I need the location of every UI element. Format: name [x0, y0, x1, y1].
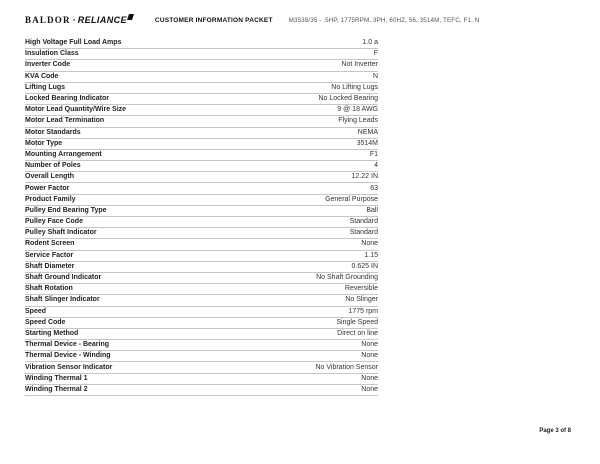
- spec-value: Single Speed: [336, 318, 378, 326]
- spec-value: 4: [374, 162, 378, 170]
- spec-value: None: [361, 374, 378, 382]
- spec-label: Motor Standards: [25, 128, 81, 136]
- spec-table: [25, 38, 378, 396]
- spec-label: Shaft Rotation: [25, 285, 73, 293]
- spec-value: 0.625 IN: [351, 262, 378, 270]
- spec-value: 1775 rpm: [348, 307, 378, 315]
- spec-row: [25, 318, 378, 329]
- spec-row: [25, 116, 378, 127]
- spec-label: Pulley Shaft Indicator: [25, 229, 97, 237]
- spec-row: [25, 105, 378, 116]
- spec-value: No Locked Bearing: [318, 95, 378, 103]
- spec-label: Pulley End Bearing Type: [25, 206, 107, 214]
- spec-row: [25, 38, 378, 49]
- logo-separator-dot: ·: [72, 15, 76, 25]
- spec-row: [25, 284, 378, 295]
- spec-label: Inverter Code: [25, 61, 71, 69]
- spec-value: N: [372, 72, 378, 80]
- spec-row: [25, 262, 378, 273]
- spec-value: None: [361, 385, 378, 393]
- spec-value: Reversible: [344, 285, 378, 293]
- spec-value: No Shaft Grounding: [316, 274, 378, 282]
- page-indicator: Page 3 of 8: [539, 428, 571, 434]
- spec-row: [25, 362, 378, 373]
- spec-row: [25, 228, 378, 239]
- baldor-reliance-logo: [25, 15, 133, 25]
- spec-value: 9 @ 18 AWG: [337, 106, 378, 114]
- spec-row: [25, 183, 378, 194]
- page-header: [25, 13, 575, 27]
- spec-value: F1: [369, 150, 378, 158]
- spec-value: Direct on line: [337, 329, 378, 337]
- spec-value: F: [373, 50, 378, 58]
- spec-row: [25, 329, 378, 340]
- spec-label: Shaft Ground Indicator: [25, 274, 102, 282]
- spec-label: Motor Lead Quantity/Wire Size: [25, 106, 127, 114]
- spec-value: Ball: [366, 206, 378, 214]
- spec-row: [25, 239, 378, 250]
- spec-row: [25, 340, 378, 351]
- spec-label: Power Factor: [25, 184, 70, 192]
- spec-row: [25, 374, 378, 385]
- spec-value: 1.0 a: [362, 39, 378, 47]
- spec-value: Flying Leads: [338, 117, 378, 125]
- spec-label: Motor Type: [25, 139, 63, 147]
- spec-row: [25, 351, 378, 362]
- spec-label: Number of Poles: [25, 162, 81, 170]
- spec-label: Thermal Device - Winding: [25, 352, 111, 360]
- spec-row: [25, 172, 378, 183]
- spec-row: [25, 295, 378, 306]
- spec-value: None: [361, 352, 378, 360]
- spec-label: Product Family: [25, 195, 76, 203]
- spec-row: [25, 150, 378, 161]
- spec-label: Winding Thermal 2: [25, 385, 88, 393]
- spec-value: Standard: [349, 218, 378, 226]
- spec-label: Insulation Class: [25, 50, 79, 58]
- spec-row: [25, 307, 378, 318]
- spec-value: Standard: [349, 229, 378, 237]
- spec-row: [25, 94, 378, 105]
- spec-row: [25, 206, 378, 217]
- spec-row: [25, 72, 378, 83]
- spec-label: Service Factor: [25, 251, 74, 259]
- spec-label: Shaft Diameter: [25, 262, 75, 270]
- spec-row: [25, 251, 378, 262]
- logo-reliance-text: RELIANCE: [77, 15, 127, 25]
- spec-row: [25, 161, 378, 172]
- spec-label: Vibration Sensor Indicator: [25, 363, 113, 371]
- spec-value: 12.22 IN: [351, 173, 378, 181]
- document-subtitle: M3538/35 - .5HP, 1775RPM, 3PH, 60HZ, 56, 3514M, TEFC, F1, N: [288, 16, 480, 24]
- spec-label: Rodent Screen: [25, 240, 75, 248]
- spec-label: Speed Code: [25, 318, 66, 326]
- spec-value: No Slinger: [345, 296, 378, 304]
- spec-label: Speed: [25, 307, 47, 315]
- spec-row: [25, 195, 378, 206]
- spec-label: Pulley Face Code: [25, 218, 83, 226]
- logo-baldor-text: BALDOR: [25, 15, 71, 25]
- spec-label: Mounting Arrangement: [25, 150, 102, 158]
- spec-label: Locked Bearing Indicator: [25, 95, 110, 103]
- spec-row: [25, 83, 378, 94]
- spec-value: 1.15: [364, 251, 378, 259]
- spec-row: [25, 128, 378, 139]
- spec-value: Not Inverter: [341, 61, 378, 69]
- spec-value: None: [361, 240, 378, 248]
- spec-label: Thermal Device - Bearing: [25, 341, 110, 349]
- spec-value: No Vibration Sensor: [315, 363, 378, 371]
- spec-value: 3514M: [356, 139, 378, 147]
- spec-row: [25, 49, 378, 60]
- spec-value: No Lifting Lugs: [331, 83, 378, 91]
- document-title: CUSTOMER INFORMATION PACKET: [154, 16, 273, 24]
- spec-row: [25, 217, 378, 228]
- spec-label: High Voltage Full Load Amps: [25, 39, 122, 47]
- spec-label: Shaft Slinger Indicator: [25, 296, 100, 304]
- spec-value: NEMA: [357, 128, 378, 136]
- spec-value: None: [361, 341, 378, 349]
- spec-label: Starting Method: [25, 329, 79, 337]
- spec-label: KVA Code: [25, 72, 59, 80]
- spec-value: 63: [370, 184, 378, 192]
- spec-label: Lifting Lugs: [25, 83, 66, 91]
- spec-label: Overall Length: [25, 173, 75, 181]
- spec-label: Motor Lead Termination: [25, 117, 105, 125]
- spec-row: [25, 60, 378, 71]
- spec-row: [25, 139, 378, 150]
- reliance-flag-icon: [127, 14, 134, 20]
- spec-row: [25, 273, 378, 284]
- spec-value: General Purpose: [325, 195, 378, 203]
- spec-label: Winding Thermal 1: [25, 374, 88, 382]
- spec-row: [25, 385, 378, 396]
